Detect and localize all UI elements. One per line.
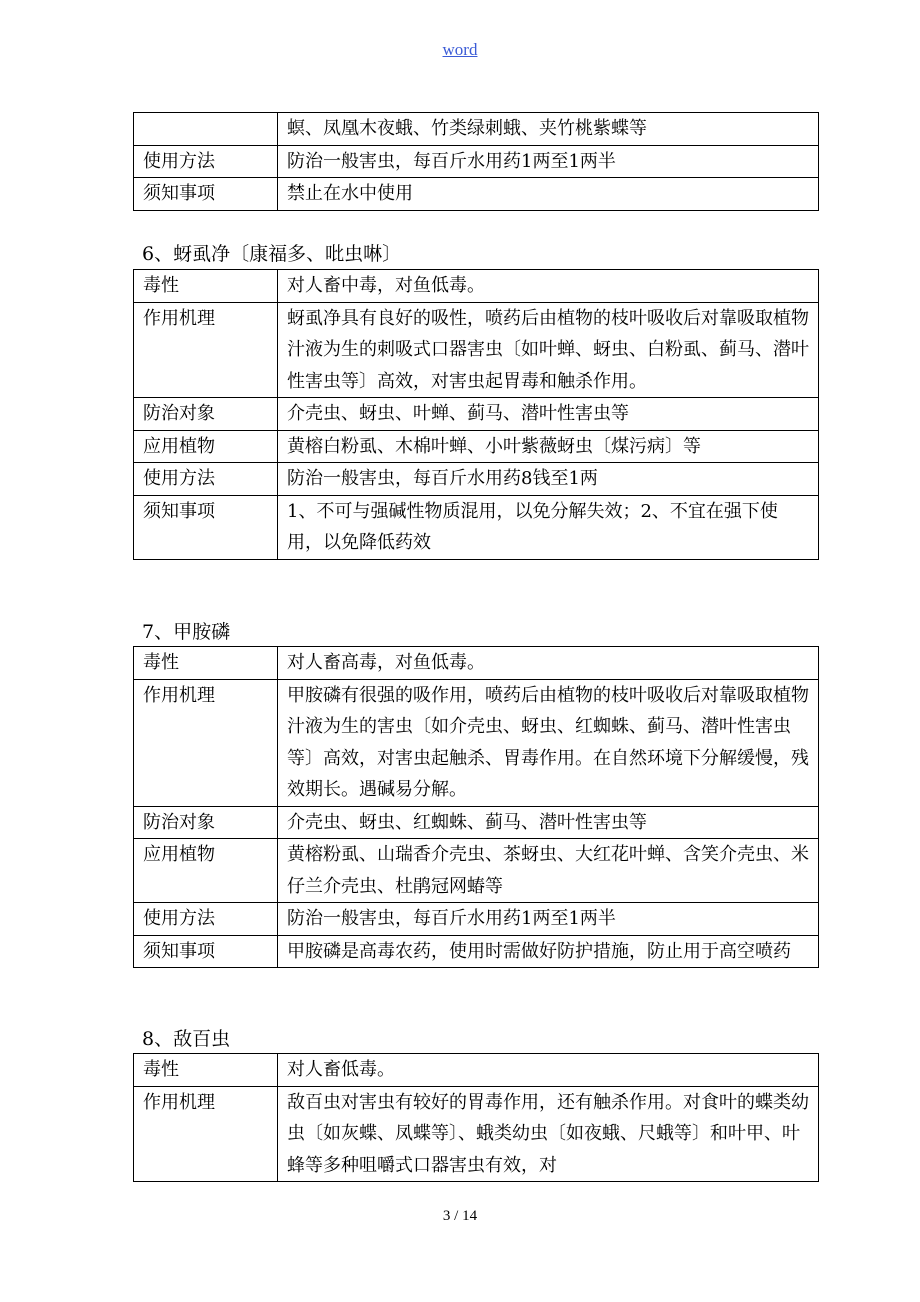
header-word-link[interactable]: word xyxy=(442,40,478,59)
row-label xyxy=(134,113,278,146)
table-row xyxy=(134,270,819,303)
row-content: 黄榕粉虱、山瑞香介壳虫、茶蚜虫、大红花叶蝉、含笑介壳虫、米仔兰介壳虫、杜鹃冠网蝽等 xyxy=(278,839,819,903)
table-row xyxy=(134,839,819,903)
row-content: 敌百虫对害虫有较好的胃毒作用，还有触杀作用。对食叶的蝶类幼虫〔如灰蝶、凤蝶等〕、蛾类幼虫〔如夜蛾、尺蛾等〕和叶甲、叶蜂等多种咀嚼式口器害虫有效，对 xyxy=(278,1086,819,1182)
table-row xyxy=(134,495,819,559)
table-row xyxy=(134,463,819,496)
row-label: 防治对象 xyxy=(134,398,278,431)
section-title: 7、甲胺磷 xyxy=(142,621,231,643)
row-label: 使用方法 xyxy=(134,463,278,496)
row-content: 介壳虫、蚜虫、红蜘蛛、蓟马、潜叶性害虫等 xyxy=(278,806,819,839)
row-content: 1、不可与强碱性物质混用，以免分解失效；2、不宜在强下使用，以免降低药效 xyxy=(278,495,819,559)
table-row xyxy=(134,398,819,431)
row-content: 防治一般害虫，每百斤水用药1两至1两半 xyxy=(278,145,819,178)
row-content: 蚜虱净具有良好的吸性，喷药后由植物的枝叶吸收后对靠吸取植物汁液为生的刺吸式口器害虫〔如叶蝉、蚜虫、白粉虱、蓟马、潜叶性害虫等〕高效，对害虫起胃毒和触杀作用。 xyxy=(278,302,819,398)
table-row xyxy=(134,647,819,680)
row-content: 黄榕白粉虱、木棉叶蝉、小叶紫薇蚜虫〔煤污病〕等 xyxy=(278,430,819,463)
row-content: 防治一般害虫，每百斤水用药1两至1两半 xyxy=(278,903,819,936)
row-content: 对人畜中毒，对鱼低毒。 xyxy=(278,270,819,303)
row-label: 应用植物 xyxy=(134,430,278,463)
table-row xyxy=(134,430,819,463)
page-number: 3 / 14 xyxy=(442,1208,478,1224)
row-content: 甲胺磷有很强的吸作用，喷药后由植物的枝叶吸收后对靠吸取植物汁液为生的害虫〔如介壳虫、蚜虫、红蜘蛛、蓟马、潜叶性害虫等〕高效，对害虫起触杀、胃毒作用。在自然环境下分解缓慢，残效期长。遇碱易分解。 xyxy=(278,679,819,806)
row-content: 对人畜低毒。 xyxy=(278,1054,819,1087)
table-row xyxy=(134,806,819,839)
row-content: 对人畜高毒，对鱼低毒。 xyxy=(278,647,819,680)
section-title: 8、敌百虫 xyxy=(142,1028,231,1050)
row-label: 须知事项 xyxy=(134,178,278,211)
table-row xyxy=(134,903,819,936)
row-label: 作用机理 xyxy=(134,1086,278,1182)
table-row xyxy=(134,178,819,211)
table-row xyxy=(134,1054,819,1087)
table-row xyxy=(134,1086,819,1182)
section-7-table xyxy=(133,646,819,968)
row-label: 毒性 xyxy=(134,270,278,303)
top-table xyxy=(133,112,819,211)
table-row xyxy=(134,935,819,968)
row-label: 使用方法 xyxy=(134,145,278,178)
table-row xyxy=(134,113,819,146)
row-content: 禁止在水中使用 xyxy=(278,178,819,211)
row-label: 作用机理 xyxy=(134,679,278,806)
row-content: 螟、凤凰木夜蛾、竹类绿刺蛾、夹竹桃紫蝶等 xyxy=(278,113,819,146)
row-label: 毒性 xyxy=(134,1054,278,1087)
row-content: 甲胺磷是高毒农药，使用时需做好防护措施，防止用于高空喷药 xyxy=(278,935,819,968)
row-content: 防治一般害虫，每百斤水用药8钱至1两 xyxy=(278,463,819,496)
row-label: 须知事项 xyxy=(134,495,278,559)
row-label: 防治对象 xyxy=(134,806,278,839)
row-content: 介壳虫、蚜虫、叶蝉、蓟马、潜叶性害虫等 xyxy=(278,398,819,431)
section-title: 6、蚜虱净〔康福多、吡虫啉〕 xyxy=(142,243,402,265)
row-label: 使用方法 xyxy=(134,903,278,936)
table-row xyxy=(134,302,819,398)
row-label: 应用植物 xyxy=(134,839,278,903)
row-label: 毒性 xyxy=(134,647,278,680)
section-6-table xyxy=(133,269,819,560)
row-label: 须知事项 xyxy=(134,935,278,968)
section-8-table xyxy=(133,1053,819,1182)
table-row xyxy=(134,679,819,806)
row-label: 作用机理 xyxy=(134,302,278,398)
table-row xyxy=(134,145,819,178)
